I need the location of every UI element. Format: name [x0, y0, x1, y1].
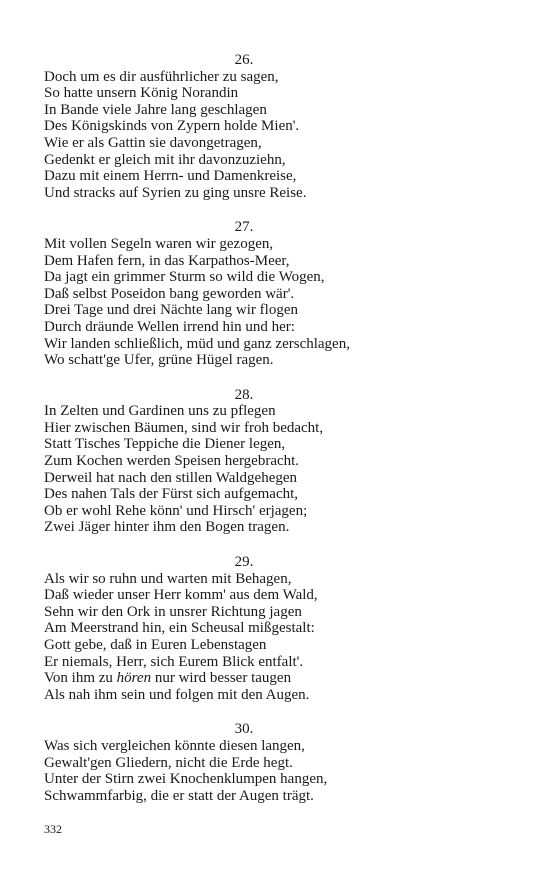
stanza-number: 26. [234, 52, 254, 68]
verse-line: Mit vollen Segeln waren wir gezogen, [44, 235, 274, 252]
verse-line-with-emphasis [44, 670, 514, 687]
verse-line: Wie er als Gattin sie davongetragen, [44, 134, 262, 151]
stanza-27 [44, 219, 514, 368]
verse-line: Was sich vergleichen könnte diesen langen, [44, 737, 305, 754]
page-number: 332 [44, 822, 62, 836]
stanza-29 [44, 554, 514, 703]
verse-line: Des nahen Tals der Fürst sich aufgemacht, [44, 486, 299, 503]
emphasized-word: hören [116, 670, 152, 687]
stanza-26 [44, 52, 514, 201]
verse-line: Da jagt ein grimmer Sturm so wild die Wogen, [44, 269, 325, 286]
stanza-number: 27. [234, 219, 254, 236]
verse-line: Daß selbst Poseidon bang geworden wär'. [44, 285, 295, 302]
verse-line: Als wir so ruhn und warten mit Behagen, [44, 570, 292, 587]
verse-line: Derweil hat nach den stillen Waldgehegen [44, 469, 298, 486]
verse-line: Unter der Stirn zwei Knochenklumpen hangen, [44, 771, 328, 788]
verse-line: Doch um es dir ausführlicher zu sagen, [44, 68, 279, 85]
verse-line: Gedenkt er gleich mit ihr davonzuziehn, [44, 151, 286, 168]
verse-line: Als nah ihm sein und folgen mit den Augen. [44, 686, 310, 703]
verse-line: Wo schatt'ge Ufer, grüne Hügel ragen. [44, 352, 274, 369]
stanza-number: 30. [234, 721, 254, 738]
verse-line: Gott gebe, daß in Euren Lebenstagen [44, 637, 267, 653]
poem-page [44, 52, 514, 822]
verse-fragment: nur wird besser taugen [151, 670, 292, 687]
stanza-28 [44, 387, 514, 536]
stanza-number: 29. [234, 554, 254, 571]
verse-line: Des Königskinds von Zypern holde Mien'. [44, 118, 300, 135]
verse-line: Zum Kochen werden Speisen hergebracht. [44, 453, 300, 470]
verse-line: Er niemals, Herr, sich Eurem Blick entfalt'. [44, 653, 304, 670]
verse-line: Dazu mit einem Herrn- und Damenkreise, [44, 168, 297, 185]
verse-line: Gewalt'gen Gliedern, nicht die Erde hegt. [44, 754, 293, 771]
verse-line: Zwei Jäger hinter ihm den Bogen tragen. [44, 519, 290, 536]
verse-line: Statt Tisches Teppiche die Diener legen, [44, 436, 286, 453]
stanza-30 [44, 721, 514, 804]
verse-line: Hier zwischen Bäumen, sind wir froh bedacht, [44, 419, 324, 436]
verse-line: Am Meerstrand hin, ein Scheusal mißgestalt: [44, 620, 315, 637]
verse-line: Schwammfarbig, die er statt der Augen trägt. [44, 787, 314, 804]
verse-line: Drei Tage und drei Nächte lang wir flogen [44, 302, 298, 319]
verse-line: Daß wieder unser Herr komm' aus dem Wald, [44, 587, 318, 604]
verse-line: Ob er wohl Rehe könn' und Hirsch' erjagen; [44, 502, 308, 519]
verse-line: Sehn wir den Ork in unsrer Richtung jagen [44, 603, 302, 620]
verse-fragment: Von ihm zu [44, 670, 117, 687]
verse-line: In Zelten und Gardinen uns zu pflegen [44, 403, 276, 420]
verse-line: Durch dräunde Wellen irrend hin und her: [44, 318, 295, 335]
verse-line: Wir landen schließlich, müd und ganz zerschlagen, [44, 335, 350, 352]
verse-line: So hatte unsern König Norandin [44, 85, 239, 102]
verse-line: In Bande viele Jahre lang geschlagen [44, 101, 267, 118]
verse-line: Und stracks auf Syrien zu ging unsre Reise. [44, 184, 307, 201]
verse-line: Dem Hafen fern, in das Karpathos-Meer, [44, 252, 290, 269]
stanza-number: 28. [234, 386, 254, 403]
